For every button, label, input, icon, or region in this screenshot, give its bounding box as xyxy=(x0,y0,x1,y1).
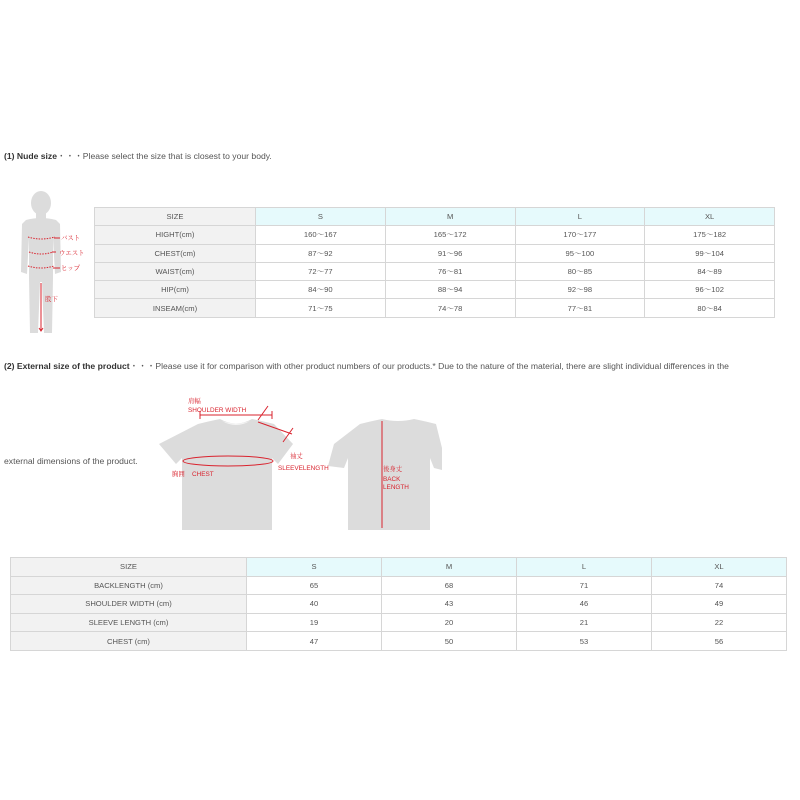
table-cell: 76～81 xyxy=(385,262,515,280)
row-label: SHOULDER WIDTH (cm) xyxy=(11,595,247,614)
nude-size-heading xyxy=(4,150,272,162)
size-xl-header: XL xyxy=(645,208,775,226)
size-l-header: L xyxy=(517,558,652,577)
table-cell: 74～78 xyxy=(385,299,515,317)
table-cell: 71～75 xyxy=(256,299,386,317)
table-cell: 56 xyxy=(652,632,787,651)
table-cell: 46 xyxy=(517,595,652,614)
size-header-cell: SIZE xyxy=(11,558,247,577)
row-label: HIGHT(cm) xyxy=(95,226,256,244)
size-header-cell: SIZE xyxy=(95,208,256,226)
table-cell: 72～77 xyxy=(256,262,386,280)
table-cell: 50 xyxy=(382,632,517,651)
row-label: HIP(cm) xyxy=(95,281,256,299)
table-cell: 88～94 xyxy=(385,281,515,299)
waist-label: ウエスト xyxy=(59,250,85,257)
row-label: BACKLENGTH (cm) xyxy=(11,576,247,595)
table-cell: 40 xyxy=(247,595,382,614)
table-cell: 22 xyxy=(652,613,787,632)
size-m-header: M xyxy=(382,558,517,577)
nude-size-title: (1) Nude size xyxy=(4,151,58,161)
table-cell: 53 xyxy=(517,632,652,651)
back-length-label-line2: LENGTH xyxy=(383,484,409,491)
size-s-header: S xyxy=(256,208,386,226)
external-size-header-row xyxy=(11,558,787,577)
body-figure-diagram xyxy=(8,190,92,335)
table-cell: 91～96 xyxy=(385,244,515,262)
table-cell: 87～92 xyxy=(256,244,386,262)
size-l-header: L xyxy=(515,208,645,226)
table-row xyxy=(95,244,775,262)
table-cell: 77～81 xyxy=(515,299,645,317)
table-cell: 175～182 xyxy=(645,226,775,244)
table-cell: 96～102 xyxy=(645,281,775,299)
table-cell: 170～177 xyxy=(515,226,645,244)
table-row xyxy=(95,281,775,299)
inseam-label: 股下 xyxy=(45,296,58,303)
hip-label: ヒップ xyxy=(61,265,80,272)
table-cell: 49 xyxy=(652,595,787,614)
table-cell: 71 xyxy=(517,576,652,595)
shoulder-width-jp-label: 肩幅 xyxy=(188,398,201,405)
tshirt-diagram xyxy=(150,388,450,536)
table-cell: 84～90 xyxy=(256,281,386,299)
chest-label: CHEST xyxy=(192,471,214,478)
chest-jp-label: 胸囲 xyxy=(172,471,185,478)
back-length-jp-label: 後身丈 xyxy=(383,466,403,473)
sleeve-length-jp-label: 袖丈 xyxy=(290,453,303,460)
table-row xyxy=(11,613,787,632)
row-label: CHEST (cm) xyxy=(11,632,247,651)
table-cell: 95～100 xyxy=(515,244,645,262)
table-row xyxy=(95,262,775,280)
external-size-title: (2) External size of the product xyxy=(4,361,130,371)
size-s-header: S xyxy=(247,558,382,577)
table-row xyxy=(11,576,787,595)
table-row xyxy=(95,226,775,244)
table-cell: 84～89 xyxy=(645,262,775,280)
table-cell: 19 xyxy=(247,613,382,632)
table-cell: 80～84 xyxy=(645,299,775,317)
external-size-table xyxy=(10,557,787,651)
table-cell: 80～85 xyxy=(515,262,645,280)
table-cell: 160～167 xyxy=(256,226,386,244)
row-label: CHEST(cm) xyxy=(95,244,256,262)
table-cell: 43 xyxy=(382,595,517,614)
table-row xyxy=(11,595,787,614)
table-row xyxy=(95,299,775,317)
size-m-header: M xyxy=(385,208,515,226)
bust-label: バスト xyxy=(61,235,81,242)
table-cell: 47 xyxy=(247,632,382,651)
table-cell: 21 xyxy=(517,613,652,632)
back-length-label-line1: BACK xyxy=(383,476,401,483)
tshirt-back-icon xyxy=(328,419,442,530)
table-cell: 99～104 xyxy=(645,244,775,262)
row-label: INSEAM(cm) xyxy=(95,299,256,317)
external-size-instruction-continued: external dimensions of the product. xyxy=(4,456,138,466)
table-cell: 20 xyxy=(382,613,517,632)
table-cell: 74 xyxy=(652,576,787,595)
sleeve-length-label: SLEEVELENGTH xyxy=(278,465,329,472)
table-cell: 65 xyxy=(247,576,382,595)
nude-size-header-row xyxy=(95,208,775,226)
external-size-heading xyxy=(4,360,729,372)
row-label: SLEEVE LENGTH (cm) xyxy=(11,613,247,632)
table-cell: 165～172 xyxy=(385,226,515,244)
external-size-instruction: ・・・Please use it for comparison with other product numbers of our products.* Due to the nature of the material, there are slight individual differences in the xyxy=(129,361,729,371)
nude-size-instruction: ・・・Please select the size that is closest to your body. xyxy=(57,151,272,161)
table-cell: 68 xyxy=(382,576,517,595)
shoulder-width-label: SHOULDER WIDTH xyxy=(188,407,247,414)
table-cell: 92～98 xyxy=(515,281,645,299)
row-label: WAIST(cm) xyxy=(95,262,256,280)
nude-size-table xyxy=(94,207,775,318)
size-xl-header: XL xyxy=(652,558,787,577)
table-row xyxy=(11,632,787,651)
